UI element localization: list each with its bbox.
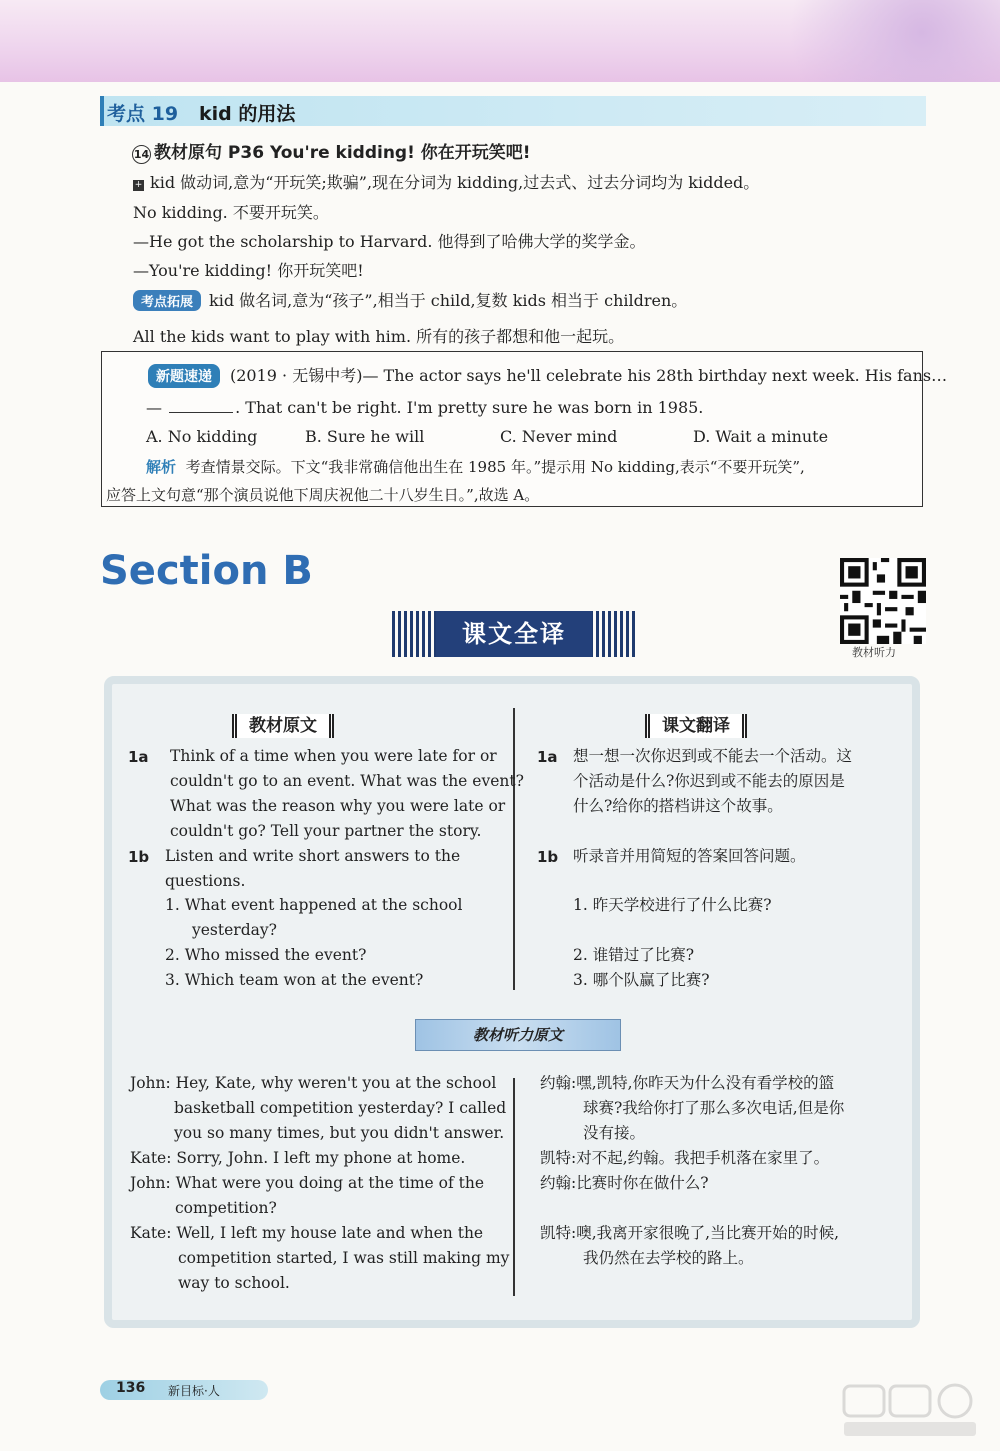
question-line-2 [146, 398, 703, 417]
questions-en [165, 893, 462, 993]
sentence-text: 教材原句 P36 You're kidding! 你在开玩笑吧! [154, 143, 531, 163]
banner-title: 课文全译 [436, 611, 592, 657]
sentence-number: 14 [132, 145, 151, 164]
dialogue-line: Kate: Sorry, John. I left my phone at home. [130, 1149, 466, 1167]
qr-label: 教材听力 [852, 646, 896, 659]
text-line: What was the reason why you were late or [170, 797, 506, 815]
item-label-1b-zh: 1b [537, 848, 559, 866]
item-1a-en [170, 744, 524, 844]
usage-note-text: kid 做动词,意为“开玩笑;欺骗”,现在分词为 kidding,过去式、过去分词均为 kidded。 [150, 173, 760, 192]
extension-example: All the kids want to play with him. 所有的孩子都想和他一起玩。 [133, 327, 625, 346]
item-1a-zh [573, 744, 852, 819]
usage-note [133, 170, 759, 193]
page-number: 136 [116, 1380, 146, 1396]
text-line: 想一想一次你迟到或不能去一个活动。这 [573, 747, 853, 765]
listening-english [130, 1071, 509, 1296]
analysis-line-2: 应答上文句意“那个演员说他下周庆祝他二十八岁生日。”,故选 A。 [106, 486, 540, 504]
question-line: 3. Which team won at the event? [165, 971, 424, 989]
original-text-header [232, 711, 334, 736]
text-line: Listen and write short answers to the [165, 847, 461, 865]
section-title: Section B [100, 548, 313, 594]
option-c: C. Never mind [500, 427, 618, 446]
dialogue-line: competition started, I was still making my [178, 1249, 510, 1267]
dialogue-line: 约翰:嘿,凯特,你昨天为什么没有看学校的篮 [540, 1074, 835, 1092]
dialogue-line: 没有接。 [583, 1124, 646, 1142]
new-question-tag: 新题速递 [148, 364, 220, 388]
dialogue-line: 凯特:对不起,约翰。我把手机落在家里了。 [540, 1149, 830, 1167]
qr-code-icon[interactable] [840, 558, 926, 644]
analysis-text-1: 考查情景交际。下文“我非常确信他出生在 1985 年。”提示用 No kidding,表示“不要开玩笑”, [185, 458, 805, 476]
series-name: 新目标·人 [168, 1384, 220, 1398]
item-1b-en [165, 844, 460, 894]
item-label-1b-en: 1b [128, 848, 150, 866]
question-line: 2. Who missed the event? [165, 946, 367, 964]
question-zh-2: 2. 谁错过了比赛? [573, 946, 695, 964]
dialogue-line: 约翰:比赛时你在做什么? [540, 1174, 709, 1192]
question-line-2-text: . That can't be right. I'm pretty sure he was born in 1985. [235, 398, 704, 417]
dialogue-line: competition? [175, 1199, 277, 1217]
analysis-line-1 [146, 456, 805, 477]
example-line-1: No kidding. 不要开玩笑。 [133, 203, 329, 222]
question-stem-text: (2019 · 无锡中考)— The actor says he'll celebrate his 28th birthday next week. His fans… [230, 366, 948, 385]
text-line: couldn't go to an event. What was the event? [170, 772, 524, 790]
question-line: 1. What event happened at the school [165, 896, 463, 914]
item-label-1a-en: 1a [128, 748, 149, 766]
textbook-sentence [132, 138, 531, 164]
kaodian-number: 考点 19 [107, 103, 179, 125]
translation-header-label: 课文翻译 [645, 714, 747, 738]
question-zh-3: 3. 哪个队赢了比赛? [573, 971, 710, 989]
item-1b-zh: 听录音并用简短的答案回答问题。 [573, 847, 806, 865]
text-line: couldn't go? Tell your partner the story. [170, 822, 482, 840]
question-stem [148, 363, 947, 388]
dialogue-line: you so many times, but you didn't answer. [174, 1124, 505, 1142]
question-zh-1: 1. 昨天学校进行了什么比赛? [573, 896, 772, 914]
translation-header [645, 711, 747, 736]
example-line-3: —You're kidding! 你开玩笑吧! [133, 261, 364, 280]
text-line: questions. [165, 872, 246, 890]
option-b: B. Sure he will [305, 427, 425, 446]
option-a: A. No kidding [146, 427, 258, 446]
listening-header: 教材听力原文 [415, 1019, 621, 1051]
dialogue-line: 我仍然在去学校的路上。 [583, 1249, 754, 1267]
top-decorative-band [0, 0, 1000, 82]
extension-line [133, 288, 687, 311]
item-label-1a-zh: 1a [537, 748, 558, 766]
dialogue-line: John: What were you doing at the time of the [130, 1174, 485, 1192]
dialogue-line: basketball competition yesterday? I called [174, 1099, 507, 1117]
text-line: 什么?给你的搭档讲这个故事。 [573, 797, 783, 815]
dash: — [146, 398, 162, 417]
extension-text: kid 做名词,意为“孩子”,相当于 child,复数 kids 相当于 children。 [209, 291, 688, 310]
question-line: yesterday? [192, 921, 277, 939]
extension-tag: 考点拓展 [133, 290, 201, 311]
kaodian-title: kid 的用法 [199, 103, 296, 125]
text-line: Think of a time when you were late for or [170, 747, 497, 765]
plus-icon: + [134, 180, 143, 190]
dialogue-line: 球赛?我给你打了那么多次电话,但是你 [583, 1099, 845, 1117]
example-line-2: —He got the scholarship to Harvard. 他得到了哈佛大学的奖学金。 [133, 232, 646, 251]
text-line: 个活动是什么?你迟到或不能去的原因是 [573, 772, 845, 790]
answer-blank [169, 412, 233, 413]
watermark-logo-icon [840, 1380, 980, 1440]
dialogue-line: John: Hey, Kate, why weren't you at the school [130, 1074, 497, 1092]
listening-chinese [540, 1071, 844, 1271]
column-divider-lower [513, 1078, 515, 1296]
option-d: D. Wait a minute [693, 427, 829, 446]
dialogue-line: Kate: Well, I left my house late and when the [130, 1224, 484, 1242]
original-text-header-label: 教材原文 [232, 714, 334, 738]
analysis-label: 解析 [146, 458, 177, 476]
dialogue-line: way to school. [178, 1274, 290, 1292]
dialogue-line: 凯特:噢,我离开家很晚了,当比赛开始的时候, [540, 1224, 840, 1242]
